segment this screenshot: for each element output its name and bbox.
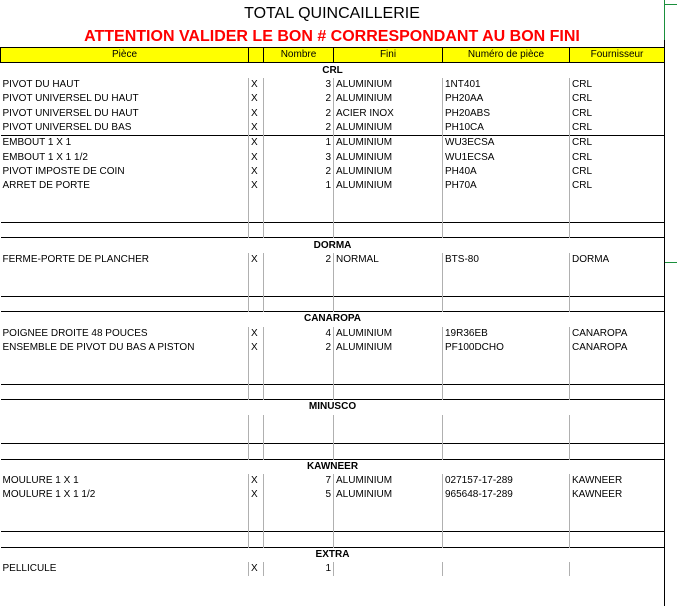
cell-supplier[interactable]: CRL <box>570 179 665 193</box>
cell-x[interactable]: X <box>249 136 264 151</box>
cell-piece[interactable]: POIGNEE DROITE 48 POUCES <box>2 327 148 339</box>
empty-cell[interactable] <box>1 517 249 532</box>
cell-part[interactable]: WU1ECSA <box>443 150 570 164</box>
table-row <box>1 78 665 92</box>
cell-supplier[interactable]: KAWNEER <box>570 488 665 502</box>
empty-cell[interactable] <box>249 532 264 547</box>
empty-cell[interactable] <box>264 193 334 207</box>
cell-x[interactable]: X <box>249 253 264 267</box>
cell-part[interactable]: PH70A <box>443 179 570 193</box>
empty-row <box>1 355 665 369</box>
cell-supplier[interactable]: DORMA <box>570 253 665 267</box>
cell-supplier[interactable]: CRL <box>570 106 665 120</box>
cell-selection-mark <box>665 262 677 263</box>
cell-qty[interactable]: 1 <box>264 179 334 193</box>
cell-finish[interactable]: ALUMINIUM <box>334 165 443 179</box>
empty-cell[interactable] <box>443 296 570 311</box>
section-row-canaropa <box>1 312 665 327</box>
cell-piece[interactable]: ENSEMBLE DE PIVOT DU BAS A PISTON <box>2 342 195 354</box>
cell-qty[interactable]: 5 <box>264 488 334 502</box>
empty-cell[interactable] <box>264 384 334 399</box>
column-header[interactable]: Pièce <box>1 48 249 63</box>
cell-x[interactable]: X <box>249 488 264 502</box>
cell-x[interactable]: X <box>249 341 264 355</box>
empty-cell[interactable] <box>334 355 443 369</box>
cell-part[interactable]: PH10CA <box>443 121 570 136</box>
table-row <box>1 562 665 576</box>
cell-finish[interactable]: ALUMINIUM <box>334 136 443 151</box>
empty-cell[interactable] <box>1 503 249 517</box>
cell-piece[interactable]: ARRET DE PORTE <box>2 180 90 192</box>
section-title[interactable]: KAWNEER <box>1 459 665 474</box>
cell-x[interactable]: X <box>249 562 264 576</box>
header-row <box>1 48 665 63</box>
cell-part[interactable]: 19R36EB <box>443 327 570 341</box>
cell-part[interactable]: 1NT401 <box>443 78 570 92</box>
empty-row <box>1 208 665 223</box>
empty-cell[interactable] <box>1 415 249 429</box>
section-row-kawneer <box>1 459 665 474</box>
empty-cell[interactable] <box>443 355 570 369</box>
cell-piece[interactable]: FERME-PORTE DE PLANCHER <box>2 253 150 265</box>
cell-piece[interactable]: PIVOT UNIVERSEL DU HAUT <box>2 107 139 119</box>
empty-cell[interactable] <box>570 503 665 517</box>
empty-row <box>1 503 665 517</box>
empty-cell[interactable] <box>443 267 570 281</box>
cell-x[interactable]: X <box>249 165 264 179</box>
cell-qty[interactable]: 2 <box>264 165 334 179</box>
cell-qty[interactable]: 2 <box>264 106 334 120</box>
empty-row <box>1 223 665 238</box>
empty-row <box>1 429 665 444</box>
parts-table <box>0 47 665 576</box>
cell-finish[interactable]: ALUMINIUM <box>334 92 443 106</box>
empty-cell[interactable] <box>443 517 570 532</box>
empty-cell[interactable] <box>443 415 570 429</box>
cell-supplier[interactable]: CRL <box>570 92 665 106</box>
cell-qty[interactable]: 4 <box>264 327 334 341</box>
empty-cell[interactable] <box>570 296 665 311</box>
empty-cell[interactable] <box>1 384 249 399</box>
sheet-right-border <box>664 0 665 606</box>
empty-cell[interactable] <box>1 267 249 281</box>
cell-supplier[interactable]: CANAROPA <box>570 327 665 341</box>
cell-x[interactable]: X <box>249 78 264 92</box>
cell-x[interactable]: X <box>249 179 264 193</box>
empty-cell[interactable] <box>249 267 264 281</box>
column-header[interactable]: Nombre <box>264 48 334 63</box>
empty-cell[interactable] <box>1 429 249 444</box>
empty-cell[interactable] <box>1 370 249 385</box>
column-header[interactable] <box>249 48 264 63</box>
cell-piece[interactable]: EMBOUT 1 X 1 <box>1 136 249 151</box>
empty-row <box>1 444 665 459</box>
empty-cell[interactable] <box>249 282 264 297</box>
cell-finish[interactable]: ALUMINIUM <box>334 341 443 355</box>
cell-finish[interactable]: ALUMINIUM <box>334 78 443 92</box>
cell-x[interactable]: X <box>249 106 264 120</box>
cell-piece[interactable]: MOULURE 1 X 1 <box>2 475 79 487</box>
cell-part[interactable]: BTS-80 <box>443 253 570 267</box>
empty-cell[interactable] <box>334 444 443 459</box>
empty-cell[interactable] <box>570 355 665 369</box>
empty-cell[interactable] <box>570 370 665 385</box>
empty-cell[interactable] <box>264 208 334 223</box>
cell-part[interactable]: 027157-17-289 <box>443 474 570 488</box>
cell-finish[interactable]: ACIER INOX <box>334 106 443 120</box>
cell-qty[interactable]: 3 <box>264 150 334 164</box>
empty-cell[interactable] <box>334 415 443 429</box>
column-header[interactable]: Numéro de pièce <box>443 48 570 63</box>
cell-supplier[interactable] <box>570 562 665 576</box>
cell-x[interactable]: X <box>249 92 264 106</box>
empty-cell[interactable] <box>570 282 665 297</box>
cell-x[interactable]: X <box>249 150 264 164</box>
cell-qty[interactable]: 2 <box>264 341 334 355</box>
empty-cell[interactable] <box>264 370 334 385</box>
empty-row <box>1 415 665 429</box>
empty-row <box>1 384 665 399</box>
empty-cell[interactable] <box>334 503 443 517</box>
cell-x[interactable]: X <box>249 327 264 341</box>
cell-piece[interactable]: PIVOT UNIVERSEL DU BAS <box>2 121 132 133</box>
empty-cell[interactable] <box>1 296 249 311</box>
empty-cell[interactable] <box>570 193 665 207</box>
table-row <box>1 253 665 267</box>
cell-supplier[interactable]: CANAROPA <box>570 341 665 355</box>
empty-cell[interactable] <box>1 193 249 207</box>
empty-cell[interactable] <box>570 532 665 547</box>
cell-qty[interactable]: 3 <box>264 78 334 92</box>
cell-supplier[interactable]: CRL <box>570 78 665 92</box>
cell-qty[interactable]: 1 <box>264 136 334 151</box>
empty-cell[interactable] <box>443 223 570 238</box>
empty-cell[interactable] <box>249 384 264 399</box>
empty-cell[interactable] <box>1 444 249 459</box>
empty-cell[interactable] <box>334 223 443 238</box>
empty-cell[interactable] <box>570 429 665 444</box>
empty-cell[interactable] <box>443 503 570 517</box>
empty-cell[interactable] <box>334 208 443 223</box>
section-title[interactable]: EXTRA <box>1 547 665 562</box>
empty-cell[interactable] <box>249 193 264 207</box>
empty-cell[interactable] <box>249 370 264 385</box>
empty-row <box>1 193 665 207</box>
column-header[interactable]: Fini <box>334 48 443 63</box>
empty-cell[interactable] <box>334 193 443 207</box>
section-row-extra <box>1 547 665 562</box>
empty-row <box>1 296 665 311</box>
empty-cell[interactable] <box>249 208 264 223</box>
section-title[interactable]: CANAROPA <box>1 312 665 327</box>
cell-finish[interactable]: ALUMINIUM <box>334 474 443 488</box>
table-row <box>1 474 665 488</box>
section-row-crl <box>1 63 665 78</box>
empty-cell[interactable] <box>249 517 264 532</box>
empty-cell[interactable] <box>264 429 334 444</box>
cell-qty[interactable]: 2 <box>264 121 334 136</box>
table-row <box>1 341 665 355</box>
cell-part[interactable]: WU3ECSA <box>443 136 570 151</box>
cell-supplier[interactable]: CRL <box>570 150 665 164</box>
cell-part[interactable]: 965648-17-289 <box>443 488 570 502</box>
empty-cell[interactable] <box>570 384 665 399</box>
cell-part[interactable]: PH40A <box>443 165 570 179</box>
cell-supplier[interactable]: KAWNEER <box>570 474 665 488</box>
cell-part[interactable]: PH20AA <box>443 92 570 106</box>
empty-cell[interactable] <box>334 517 443 532</box>
empty-cell[interactable] <box>334 296 443 311</box>
empty-row <box>1 267 665 281</box>
cell-part[interactable]: PF100DCHO <box>443 341 570 355</box>
cell-qty[interactable]: 1 <box>264 562 334 576</box>
empty-cell[interactable] <box>334 267 443 281</box>
column-header[interactable]: Fournisseur <box>570 48 665 63</box>
empty-cell[interactable] <box>443 429 570 444</box>
cell-qty[interactable]: 2 <box>264 253 334 267</box>
cell-selection-mark <box>665 4 677 5</box>
empty-cell[interactable] <box>443 208 570 223</box>
cell-qty[interactable]: 7 <box>264 474 334 488</box>
empty-cell[interactable] <box>264 444 334 459</box>
cell-supplier[interactable]: CRL <box>570 136 665 151</box>
empty-row <box>1 532 665 547</box>
cell-part[interactable]: PH20ABS <box>443 106 570 120</box>
cell-supplier[interactable]: CRL <box>570 165 665 179</box>
empty-cell[interactable] <box>1 532 249 547</box>
empty-cell[interactable] <box>443 282 570 297</box>
empty-cell[interactable] <box>570 267 665 281</box>
empty-cell[interactable] <box>334 384 443 399</box>
cell-finish[interactable]: ALUMINIUM <box>334 488 443 502</box>
table-row <box>1 327 665 341</box>
empty-cell[interactable] <box>264 296 334 311</box>
cell-finish[interactable]: ALUMINIUM <box>334 179 443 193</box>
cell-piece[interactable]: EMBOUT 1 X 1 1/2 <box>2 151 88 163</box>
empty-cell[interactable] <box>264 223 334 238</box>
empty-row <box>1 282 665 297</box>
table-row <box>1 121 665 136</box>
empty-row <box>1 370 665 385</box>
table-row <box>1 92 665 106</box>
sheet-title: TOTAL QUINCAILLERIE <box>244 5 420 22</box>
empty-cell[interactable] <box>334 532 443 547</box>
empty-cell[interactable] <box>443 444 570 459</box>
table-row <box>1 165 665 179</box>
empty-cell[interactable] <box>249 415 264 429</box>
empty-cell[interactable] <box>334 282 443 297</box>
section-title[interactable]: MINUSCO <box>1 400 665 415</box>
cell-finish[interactable]: ALUMINIUM <box>334 327 443 341</box>
empty-cell[interactable] <box>249 444 264 459</box>
empty-cell[interactable] <box>334 429 443 444</box>
empty-cell[interactable] <box>443 384 570 399</box>
section-title[interactable]: CRL <box>1 63 665 78</box>
empty-cell[interactable] <box>264 355 334 369</box>
table-row <box>1 488 665 502</box>
warning-banner: ATTENTION VALIDER LE BON # CORRESPONDANT AU BON FINI <box>84 28 580 45</box>
empty-cell[interactable] <box>249 296 264 311</box>
cell-piece[interactable]: PELLICULE <box>2 563 57 575</box>
cell-qty[interactable]: 2 <box>264 92 334 106</box>
cell-finish[interactable]: NORMAL <box>334 253 443 267</box>
section-row-dorma <box>1 238 665 253</box>
cell-piece[interactable]: PIVOT IMPOSTE DE COIN <box>2 165 125 177</box>
empty-cell[interactable] <box>264 532 334 547</box>
empty-cell[interactable] <box>1 208 249 223</box>
empty-row <box>1 517 665 532</box>
empty-cell[interactable] <box>334 370 443 385</box>
cell-x[interactable]: X <box>249 474 264 488</box>
empty-cell[interactable] <box>1 282 249 297</box>
empty-cell[interactable] <box>570 517 665 532</box>
empty-cell[interactable] <box>249 429 264 444</box>
empty-cell[interactable] <box>1 223 249 238</box>
empty-cell[interactable] <box>249 223 264 238</box>
cell-piece[interactable]: MOULURE 1 X 1 1/2 <box>2 489 96 501</box>
cell-piece[interactable]: PIVOT UNIVERSEL DU HAUT <box>2 93 139 105</box>
cell-piece[interactable]: PIVOT DU HAUT <box>2 78 80 90</box>
empty-cell[interactable] <box>443 193 570 207</box>
section-row-minusco <box>1 400 665 415</box>
cell-finish[interactable] <box>334 562 443 576</box>
empty-cell[interactable] <box>1 355 249 369</box>
cell-finish[interactable]: ALUMINIUM <box>334 121 443 136</box>
empty-cell[interactable] <box>570 208 665 223</box>
table-row <box>1 150 665 164</box>
empty-cell[interactable] <box>264 503 334 517</box>
empty-cell[interactable] <box>264 415 334 429</box>
table-row <box>1 136 665 151</box>
empty-cell[interactable] <box>264 267 334 281</box>
empty-cell[interactable] <box>570 223 665 238</box>
cell-selection-edge <box>664 0 665 40</box>
table-row <box>1 179 665 193</box>
section-title[interactable]: DORMA <box>1 238 665 253</box>
cell-x[interactable]: X <box>249 121 264 136</box>
empty-cell[interactable] <box>443 532 570 547</box>
cell-finish[interactable]: ALUMINIUM <box>334 150 443 164</box>
empty-cell[interactable] <box>249 355 264 369</box>
empty-cell[interactable] <box>443 370 570 385</box>
cell-supplier[interactable]: CRL <box>570 121 665 136</box>
empty-cell[interactable] <box>264 282 334 297</box>
table-row <box>1 106 665 120</box>
empty-cell[interactable] <box>264 517 334 532</box>
empty-cell[interactable] <box>570 415 665 429</box>
cell-part[interactable] <box>443 562 570 576</box>
empty-cell[interactable] <box>570 444 665 459</box>
empty-cell[interactable] <box>249 503 264 517</box>
